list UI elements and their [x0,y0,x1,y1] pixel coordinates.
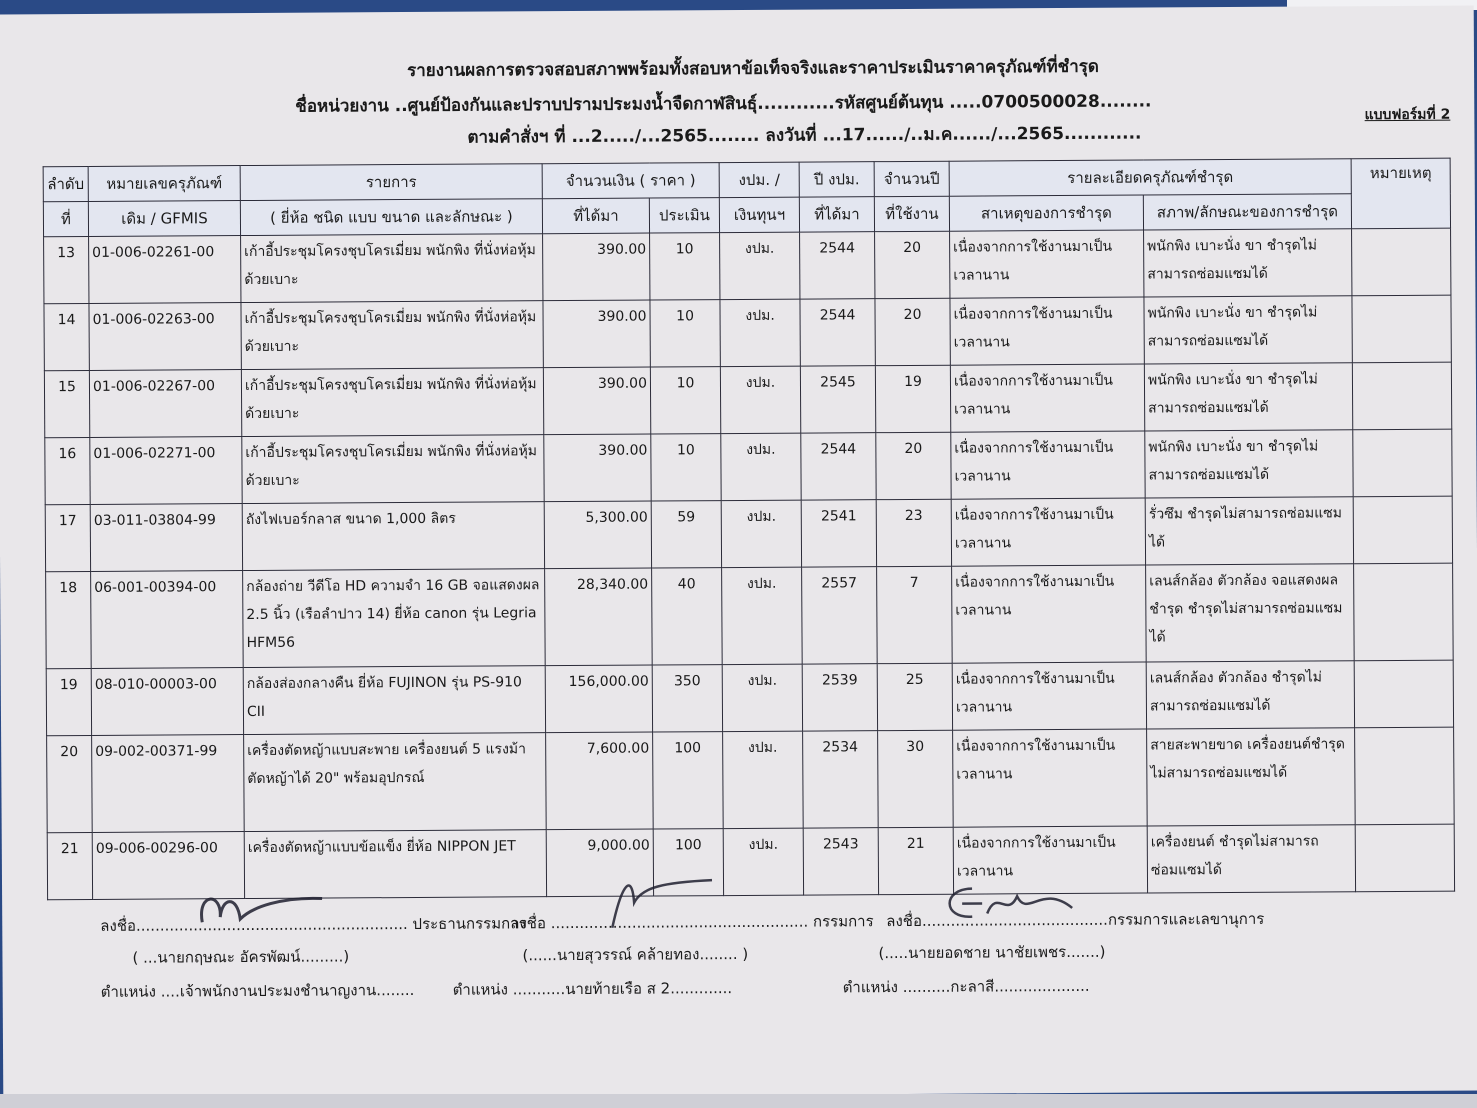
table-row [45,429,1452,505]
cell-item: ถังไฟเบอร์กลาส ขนาด 1,000 ลิตร [242,502,544,571]
chairman-name: ( ...นายกฤษณะ อัครพัฒน์.........) [132,947,350,967]
cell-year: 2545 [800,366,875,433]
cell-asset: 01-006-02271-00 [90,437,242,505]
cell-cause: เนื่องจากการใช้งานมาเป็นเวลานาน [951,498,1145,566]
cell-asset: 01-006-02267-00 [89,370,241,438]
cell-use: 20 [875,298,950,365]
cell-asset: 01-006-02261-00 [89,236,241,304]
col-budget-sub: เงินทุนฯ [719,197,799,232]
member-name: (......นายสุวรรณ์ คล้ายทอง........ ) [522,944,749,965]
cell-estimate: 350 [652,665,722,732]
table-row [46,660,1453,736]
cell-budget: งปม. [720,366,800,433]
cell-use: 25 [877,663,952,730]
cell-price: 9,000.00 [546,829,653,897]
col-no: ลำดับ [43,166,88,201]
cell-budget: งปม. [723,828,803,895]
cell-estimate: 10 [650,233,720,300]
col-asset-sub: เดิม / GFMIS [88,201,240,237]
cell-use: 20 [875,231,950,298]
report-title: รายงานผลการตรวจสอบสภาพพร้อมทั้งสอบหาข้อเท็จจริงและราคาประเมินราคาครุภัณฑ์ที่ชำรุด [406,56,1099,82]
cell-price: 28,340.00 [545,568,653,666]
col-detail: รายละเอียดครุภัณฑ์ชำรุด [949,159,1351,196]
cell-asset: 01-006-02263-00 [89,303,241,371]
cell-budget: งปม. [721,433,801,500]
bottom-shadow [0,1094,1477,1108]
table-row [44,295,1451,371]
secretary-name: (.....นายยอดชาย นาชัยเพชร.......) [878,942,1106,963]
cell-budget: งปม. [723,731,804,828]
cell-budget: งปม. [721,500,801,567]
cell-condition: พนักพิง เบาะนั่ง ขา ชำรุดไม่สามารถซ่อมแซมได้ [1144,296,1352,364]
cell-budget: งปม. [722,567,803,664]
cell-budget: งปม. [720,299,800,366]
cell-no: 21 [47,832,92,899]
chairman-sign-line: ลงชื่อ......................................................... ประธานกรรมการ [100,914,527,935]
cell-no: 13 [44,236,89,303]
cell-remark [1352,228,1451,296]
cell-estimate: 10 [651,434,721,501]
cell-cause: เนื่องจากการใช้งานมาเป็นเวลานาน [950,230,1144,298]
cell-asset: 03-011-03804-99 [90,504,242,572]
col-no-sub: ที่ [43,201,88,236]
cell-no: 16 [45,437,90,504]
cell-year: 2543 [803,828,878,895]
cell-condition: พนักพิง เบาะนั่ง ขา ชำรุดไม่สามารถซ่อมแซมได้ [1145,430,1353,498]
cell-item: เครื่องตัดหญ้าแบบสะพาย เครื่องยนต์ 5 แรงม้า ตัดหญ้าได้ 20" พร้อมอุปกรณ์ [244,733,547,832]
col-remark: หมายเหตุ [1351,158,1450,229]
cell-price: 5,300.00 [544,501,651,569]
cell-item: เครื่องตัดหญ้าแบบข้อแข็ง ยี่ห้อ NIPPON JET [244,830,546,899]
cell-condition: เครื่องยนต์ ชำรุดไม่สามารถซ่อมแซมได้ [1147,825,1355,893]
col-item-sub: ( ยี่ห้อ ชนิด แบบ ขนาด และลักษณะ ) [240,199,542,236]
cell-no: 14 [44,303,89,370]
cell-use: 21 [878,827,953,894]
cell-item: เก้าอี้ประชุมโครงชุบโครเมี่ยม พนักพิง ที่นั่งห่อหุ้มด้วยเบาะ [241,234,543,303]
col-cause: สาเหตุของการชำรุด [949,195,1143,231]
signature-area [2,885,1477,1034]
cell-item: เก้าอี้ประชุมโครงชุบโครเมี่ยม พนักพิง ที่นั่งห่อหุ้มด้วยเบาะ [242,435,544,504]
cell-year: 2541 [801,500,876,567]
cell-cause: เนื่องจากการใช้งานมาเป็นเวลานาน [952,662,1146,730]
cell-no: 15 [44,370,89,437]
member-sign-line: ลงชื่อ ...................................................... กรรมการ [510,912,874,933]
cell-price: 156,000.00 [545,665,652,733]
cell-item: กล้องส่องกลางคืน ยี่ห้อ FUJINON รุ่น PS-910 CII [243,666,545,735]
cell-price: 390.00 [543,300,650,368]
table-row [44,362,1451,438]
cell-use: 23 [876,499,951,566]
table-row [44,228,1451,304]
cell-remark [1352,295,1451,363]
cell-cause: เนื่องจากการใช้งานมาเป็นเวลานาน [950,297,1144,365]
cell-price: 390.00 [543,367,650,435]
col-year-sub: ที่ได้มา [799,197,874,232]
col-use-sub: ที่ใช้งาน [874,196,949,231]
cell-estimate: 100 [653,829,723,896]
col-budget: งปม. / [719,162,799,197]
col-asset: หมายเลขครุภัณฑ์ [88,166,240,202]
cell-price: 390.00 [543,233,650,301]
handwritten-signature-1 [192,886,332,937]
handwritten-signature-3 [942,878,1082,929]
cell-no: 20 [47,735,93,832]
cell-cause: เนื่องจากการใช้งานมาเป็นเวลานาน [950,364,1144,432]
cell-year: 2544 [800,299,875,366]
cell-no: 17 [45,504,90,571]
cell-estimate: 100 [653,732,724,829]
cell-cause: เนื่องจากการใช้งานมาเป็นเวลานาน [953,826,1147,894]
cell-year: 2544 [801,433,876,500]
chairman-position: ตำแหน่ง ....เจ้าพนักงานประมงชำนาญงาน........ [100,980,415,1001]
cell-remark [1354,563,1454,661]
secretary-position: ตำแหน่ง ..........กะลาสี.................... [842,976,1090,997]
col-use: จำนวนปี [874,161,949,196]
cell-condition: เลนส์กล้อง ตัวกล้อง จอแสดงผลชำรุด ชำรุดไม่สามารถซ่อมแซมได้ [1146,564,1355,662]
col-condition: สภาพ/ลักษณะของการชำรุด [1143,194,1351,230]
form-number: แบบฟอร์มที่ 2 [1364,106,1451,124]
cell-asset: 06-001-00394-00 [91,571,244,669]
col-estimate: ประเมิน [649,198,719,233]
cell-remark [1353,496,1452,564]
asset-table [43,158,1455,901]
cell-year: 2557 [802,567,878,664]
cell-no: 18 [46,571,92,668]
cell-item: เก้าอี้ประชุมโครงชุบโครเมี่ยม พนักพิง ที่นั่งห่อหุ้มด้วยเบาะ [241,301,543,370]
cell-estimate: 10 [650,367,720,434]
col-money: จำนวนเงิน ( ราคา ) [542,163,719,199]
cell-budget: งปม. [722,664,802,731]
cell-use: 19 [875,365,950,432]
cell-budget: งปม. [720,232,800,299]
cell-use: 20 [876,432,951,499]
cell-price: 7,600.00 [546,732,654,830]
table-row [46,563,1454,669]
cell-condition: พนักพิง เบาะนั่ง ขา ชำรุดไม่สามารถซ่อมแซมได้ [1144,229,1352,297]
cell-asset: 09-006-00296-00 [92,832,244,900]
handwritten-signature-2 [592,872,722,933]
cell-cause: เนื่องจากการใช้งานมาเป็นเวลานาน [952,565,1147,663]
cell-remark [1355,824,1454,892]
cell-estimate: 40 [652,568,723,665]
cell-use: 30 [878,730,954,827]
cell-condition: รั่วซึม ชำรุดไม่สามารถซ่อมแซมได้ [1145,497,1353,565]
table-row [45,496,1452,572]
cell-year: 2539 [802,664,877,731]
cell-remark [1355,727,1455,825]
unit-line: ชื่อหน่วยงาน ..ศูนย์ป้องกันและปราบปรามประมงน้ำจืดกาฬสินธุ์............รหัสศูนย์ต้นทุน .....0700500028........ [295,91,1152,117]
cell-cause: เนื่องจากการใช้งานมาเป็นเวลานาน [951,431,1145,499]
table-row [47,727,1455,833]
order-line: ตามคำสั่งฯ ที่ ...2...../...2565........ ลงวันที่ ...17....../..ม.ค....../...2565............ [467,123,1142,148]
cell-item: เก้าอี้ประชุมโครงชุบโครเมี่ยม พนักพิง ที่นั่งห่อหุ้มด้วยเบาะ [241,368,543,437]
member-position: ตำแหน่ง ...........นายท้ายเรือ ส 2............. [452,979,733,999]
col-acquired: ที่ได้มา [542,198,649,234]
cell-condition: สายสะพายขาด เครื่องยนต์ชำรุดไม่สามารถซ่อมแซมได้ [1147,728,1356,826]
col-year: ปี งปม. [799,162,874,197]
cell-estimate: 10 [650,300,720,367]
cell-price: 390.00 [544,434,651,502]
cell-remark [1352,362,1451,430]
document-page [0,5,1477,1099]
col-item: รายการ [240,164,542,201]
cell-remark [1353,429,1452,497]
cell-no: 19 [46,668,91,735]
cell-asset: 09-002-00371-99 [92,735,245,833]
cell-item: กล้องถ่าย วีดีโอ HD ความจำ 16 GB จอแสดงผล 2.5 นิ้ว (เรือลำปาว 14) ยี่ห้อ canon รุ่น Legria HFM56 [243,569,546,668]
cell-year: 2534 [803,731,879,828]
cell-cause: เนื่องจากการใช้งานมาเป็นเวลานาน [953,729,1148,827]
cell-use: 7 [877,566,953,663]
cell-estimate: 59 [651,501,721,568]
cell-year: 2544 [800,232,875,299]
cell-condition: พนักพิง เบาะนั่ง ขา ชำรุดไม่สามารถซ่อมแซมได้ [1144,363,1352,431]
cell-condition: เลนส์กล้อง ตัวกล้อง ชำรุดไม่สามารถซ่อมแซมได้ [1146,661,1354,729]
cell-remark [1354,660,1453,728]
cell-asset: 08-010-00003-00 [91,668,243,736]
secretary-sign-line: ลงชื่อ.......................................กรรมการและเลขานุการ [886,909,1265,931]
